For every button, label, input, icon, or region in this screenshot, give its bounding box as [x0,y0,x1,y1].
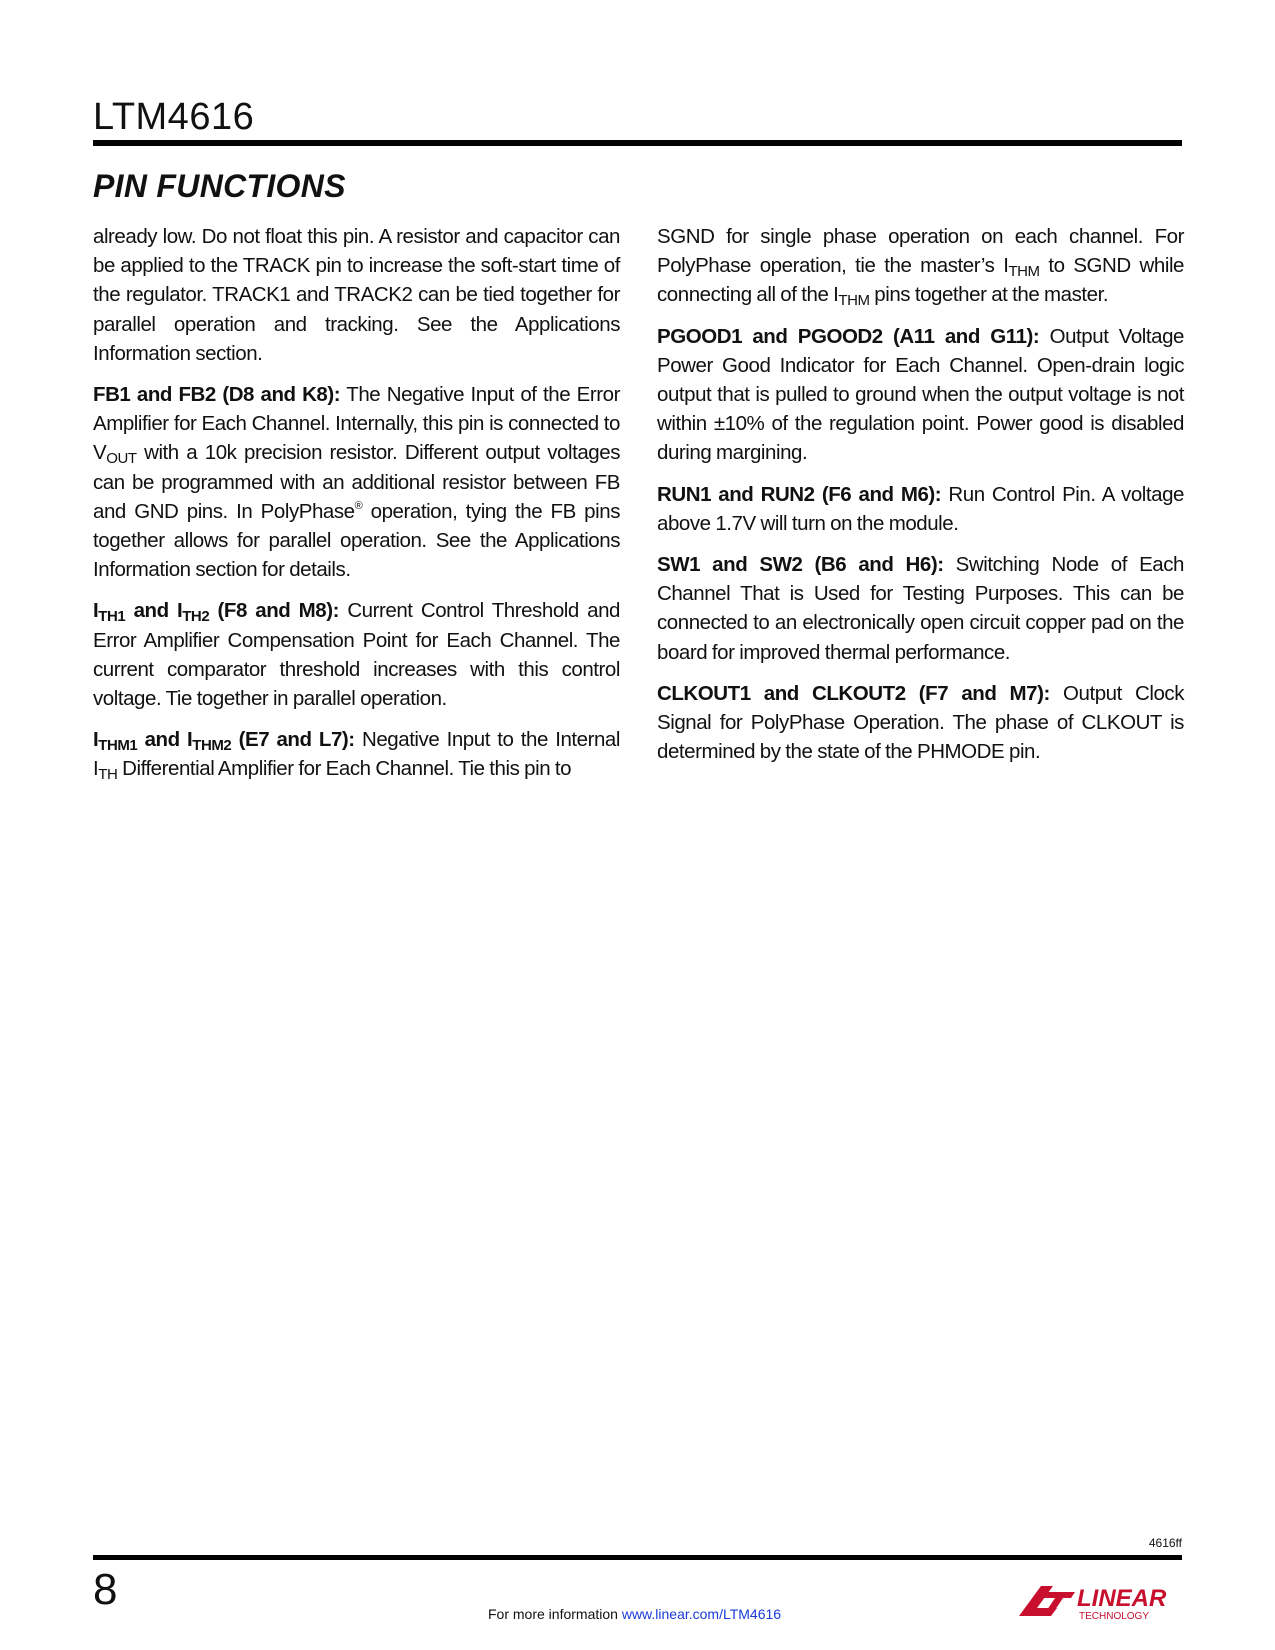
left-column [93,222,620,796]
logo-word: LINEAR [1077,1585,1167,1612]
ith-and: and I [125,599,183,623]
page-number: 8 [93,1565,118,1614]
header-rule [93,140,1182,146]
ithm-pin-title [93,728,355,755]
ithm-cont-text-2: to SGND while connecting all of the I [657,254,1185,307]
ithm-cont-subscript-1: THM [1008,263,1040,281]
clkout-pin-description [657,679,1184,767]
clkout-pin-title: CLKOUT1 and CLKOUT2 (F7 and M7): [657,681,1050,705]
ithm-continuation-paragraph [657,222,1184,310]
clkout-text: Output Clock Signal for PolyPhase Operation. The phase of CLKOUT is determined by the state of the PHMODE pin. [657,681,1184,764]
ithm-pin-description [93,725,620,783]
run-text: Run Control Pin. A voltage above 1.7V will turn on the module. [657,482,1184,535]
ith-pin-title [93,599,339,626]
registered-mark: ® [354,499,363,512]
track-continuation-paragraph [93,222,620,368]
ithm-subscript-th: TH [98,766,118,784]
fb-text-3: operation, tying the FB pins together allows for parallel operation. See the Applications Information section for details. [93,499,620,582]
fb-pin-title: FB1 and FB2 (D8 and K8): [93,383,341,407]
ithm-pins: (E7 and L7): [231,728,355,752]
fb-text-1: The Negative Input of the Error Amplifier for Each Channel. Internally, this pin is connected to V [93,383,620,465]
run-pin-description [657,480,1184,538]
right-column [657,222,1184,778]
footer-rule [93,1555,1182,1560]
sw-text: Switching Node of Each Channel That is Used for Testing Purposes. This can be connected to an electronically open circuit copper pad on the board for improved thermal performance. [657,553,1184,664]
fb-pin-description [93,380,620,584]
fb-text-2: with a 10k precision resistor. Different output voltages can be programmed with an additional resistor between FB and GND pins. In PolyPhase [93,441,620,523]
section-title: PIN FUNCTIONS [93,168,346,204]
footer-info [488,1606,781,1622]
footer-info-label: For more information [488,1606,622,1622]
part-number: LTM4616 [93,96,255,138]
ithm-subscript-2: THM2 [192,737,232,755]
ithm-text-2: Differential Amplifier for Each Channel. Tie this pin to [117,757,572,781]
sw-pin-description [657,550,1184,667]
ith-text: Current Control Threshold and Error Amplifier Compensation Point for Each Channel. The current comparator threshold increases with this control voltage. Tie together in parallel operation. [93,599,620,711]
ith-subscript-1: TH1 [98,608,126,626]
paragraph-text: already low. Do not float this pin. A resistor and capacitor can be applied to the TRACK pin to increase the soft-start time of the regulator. TRACK1 and TRACK2 can be tied together for parallel operation and tracking. See the Applications Information section. [93,225,620,365]
pgood-text: Output Voltage Power Good Indicator for Each Channel. Open-drain logic output that is pulled to ground when the output voltage is not within ±10% of the regulation point. Power good is disabled during margining. [657,324,1184,465]
ith-pin-description [93,596,620,713]
linear-technology-logo-icon [1017,1582,1187,1622]
ithm-text-1: Negative Input to the Internal I [93,728,620,781]
logo-sub: TECHNOLOGY [1079,1611,1150,1622]
ithm-cont-subscript-2: THM [838,292,870,310]
pgood-pin-title: PGOOD1 and PGOOD2 (A11 and G11): [657,324,1040,348]
sw-pin-title: SW1 and SW2 (B6 and H6): [657,553,944,577]
fb-subscript-out: OUT [106,450,137,468]
ith-subscript-2: TH2 [182,608,210,626]
ithm-and: and I [137,728,193,752]
ithm-cont-text-3: pins together at the master. [869,283,1109,307]
footer-website-link[interactable]: www.linear.com/LTM4616 [621,1606,782,1622]
ith-letter: I [93,599,99,623]
ithm-cont-text-1: SGND for single phase operation on each channel. For PolyPhase operation, tie the master’s I [657,225,1184,278]
ithm-subscript-1: THM1 [98,737,138,755]
run-pin-title: RUN1 and RUN2 (F6 and M6): [657,482,942,506]
ithm-letter: I [93,728,99,752]
ith-pins: (F8 and M8): [209,599,339,623]
pgood-pin-description [657,322,1184,468]
document-code: 4616ff [1148,1536,1182,1550]
logo-lt-mark [1019,1586,1075,1616]
